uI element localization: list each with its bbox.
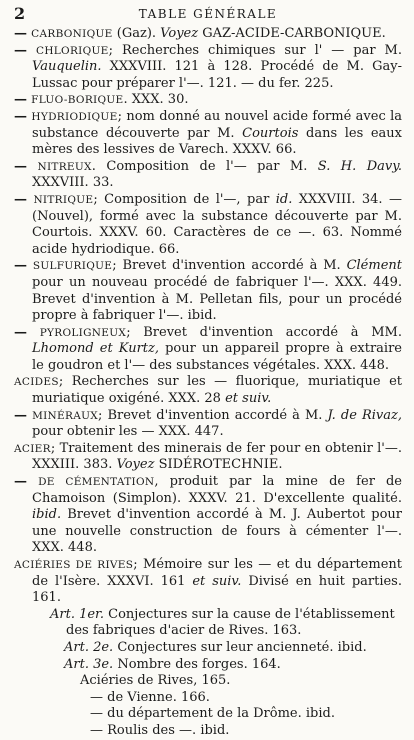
index-entry: ACIDES; Recherches sur les — fluorique, muriatique et muriatique oxigéné. XXX. 28 et suiv.	[14, 374, 402, 407]
index-entry: — HYDRIODIQUE; nom donné au nouvel acide formé avec la substance découverte par M. Courtois dans les eaux mères des lessives de Varech. XXXV. 66.	[14, 108, 403, 158]
index-entry: — PYROLIGNEUX; Brevet d'invention accordé à MM. Lhomond et Kurtz, pour un appareil propre à extraire le goudron et l'— des substances végétales. XXX. 448.	[14, 324, 402, 373]
sub-entry: Art. 1er. Conjectures sur la cause de l'établissement des fabriques d'acier de Rives. 163.	[50, 606, 395, 639]
index-entry: ACIÉRIES DE RIVES; Mémoire sur les — et du département de l'Isère. XXXVI. 161 et suiv. Divisé en huit parties. 161.	[14, 557, 402, 606]
index-entry: — NITRIQUE; Composition de l'—, par id. XXXVIII. 34. — (Nouvel), formé avec la substance découverte par M. Courtois. XXXV. 60. Caractères de ce —. 63. Nommé acide hydriodique. 66.	[14, 191, 402, 257]
sub-entry: — de Vienne. 166.	[90, 689, 210, 705]
index-entries	[14, 26, 402, 607]
index-entry: — CARBONIQUE (Gaz). Voyez GAZ-ACIDE-CARBONIQUE.	[14, 26, 386, 41]
sub-entry: Art. 2e. Conjectures sur leur ancienneté. ibid.	[64, 639, 367, 655]
sub-entry: — Roulis des —. ibid.	[90, 722, 230, 738]
sub-entry: — du département de la Drôme. ibid.	[90, 706, 335, 722]
page-number: 2	[14, 4, 26, 23]
index-entry: — SULFURIQUE; Brevet d'invention accordé à M. Clément pour un nouveau procédé de fabriquer l'—. XXX. 449. Brevet d'invention à M. Pelletan fils, pour un procédé propre à fabriquer l'—. ibid.	[14, 258, 402, 324]
index-entry: — DE CÉMENTATION, produit par la mine de fer de Chamoison (Simplon). XXXV. 21. D'excellente qualité. ibid. Brevet d'invention accordé à M. J. Aubertot pour une nouvelle construction de fours à cémenter l'—. XXX. 448.	[14, 474, 402, 556]
sub-entry: Aciéries de Rives, 165.	[80, 673, 231, 689]
index-entry: — MINÉRAUX; Brevet d'invention accordé à M. J. de Rivaz, pour obtenir les — XXX. 447.	[14, 407, 402, 440]
index-entry: — CHLORIQUE; Recherches chimiques sur l' — par M. Vauquelin. XXXVIII. 121 à 128. Procédé de M. Gay-Lussac pour préparer l'—. 121. — du fer. 225.	[14, 42, 402, 91]
running-title: TABLE GÉNÉRALE	[138, 7, 278, 21]
sub-entries	[14, 607, 402, 740]
page-header	[14, 4, 402, 26]
sub-entry: Art. 3e. Nombre des forges. 164.	[64, 656, 281, 672]
index-entry: — FLUO-BORIQUE. XXX. 30.	[14, 92, 189, 108]
index-entry: ACIER; Traitement des minerais de fer pour en obtenir l'—. XXXIII. 383. Voyez SIDÉROTECHNIE.	[14, 440, 402, 473]
index-entry: — NITREUX. Composition de l'— par M. S. H. Davy. XXXVIII. 33.	[14, 158, 402, 191]
